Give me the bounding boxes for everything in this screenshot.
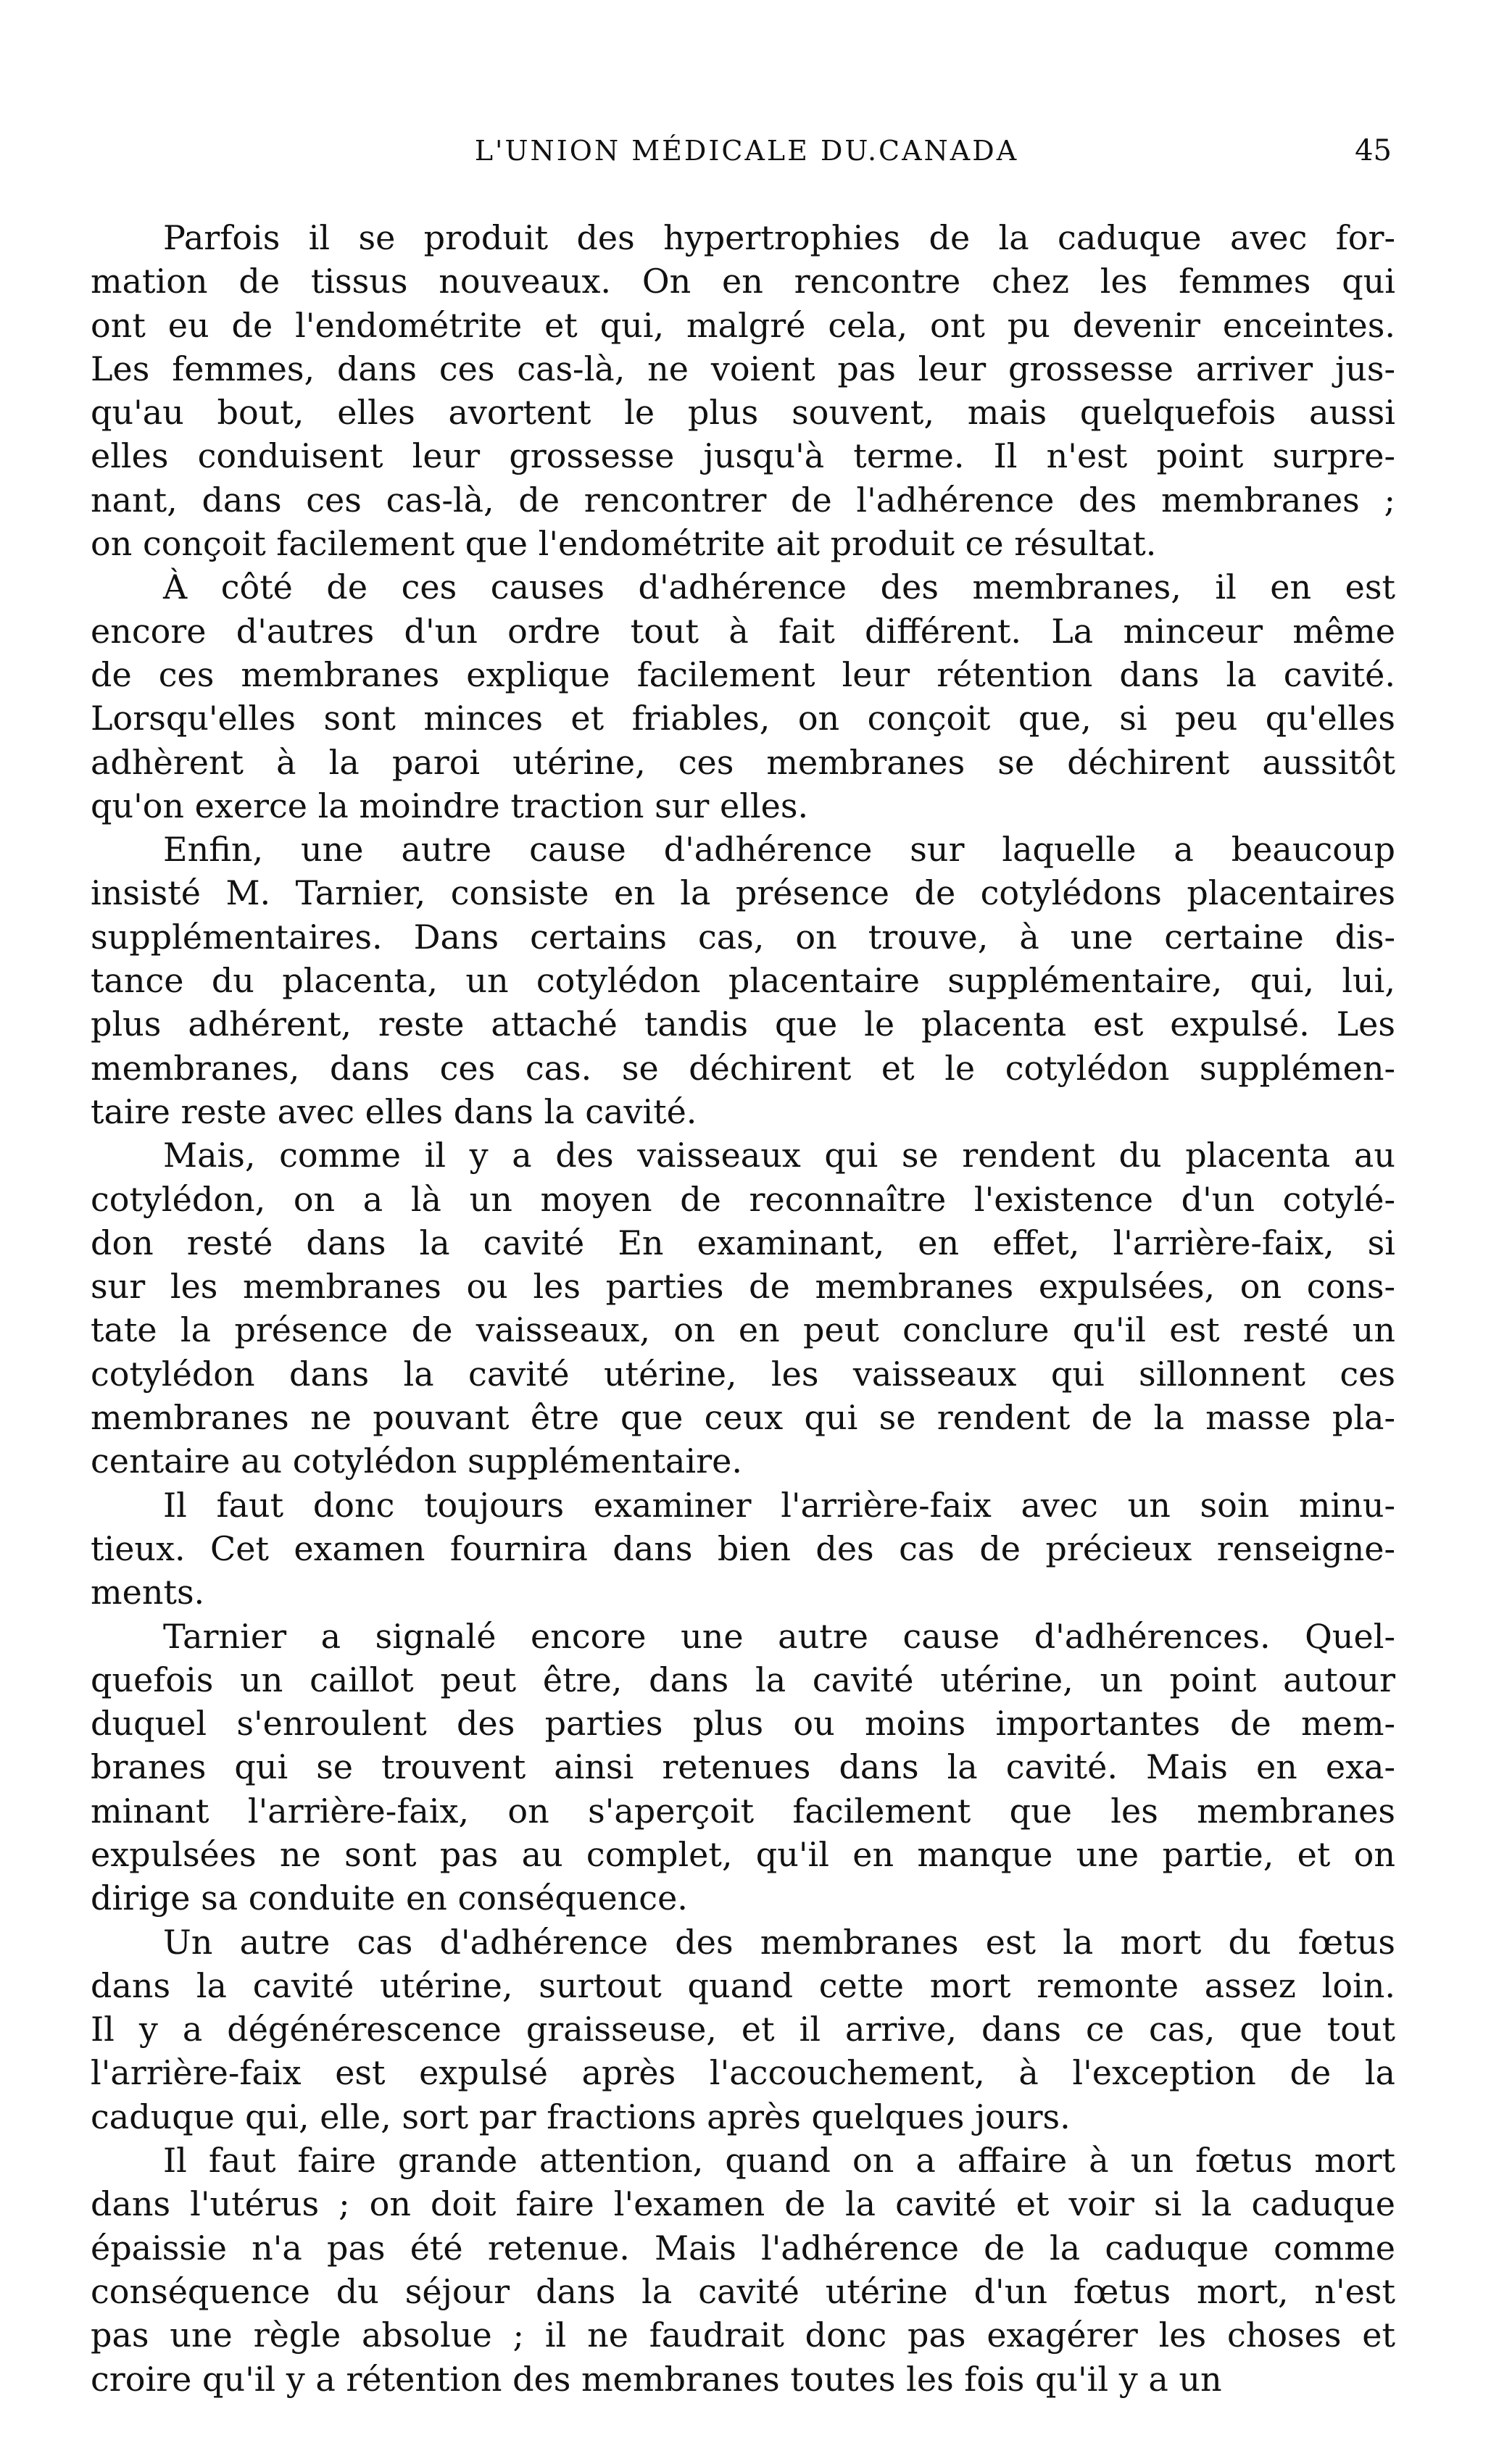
text-line: Il faut faire grande attention, quand on a affaire à un fœtus mort — [163, 2141, 1395, 2181]
text-line: qu'au bout, elles avortent le plus souvent, mais quelquefois aussi — [91, 393, 1395, 433]
text-line: tate la présence de vaisseaux, on en peut conclure qu'il est resté un — [91, 1310, 1395, 1350]
text-line: elles conduisent leur grossesse jusqu'à terme. Il n'est point surpre- — [91, 436, 1395, 476]
text-line: expulsées ne sont pas au complet, qu'il en manque une partie, et on — [91, 1834, 1395, 1874]
text-line: Il y a dégénérescence graisseuse, et il arrive, dans ce cas, que tout — [91, 2010, 1395, 2049]
text-line: tieux. Cet examen fournira dans bien des cas de précieux renseigne- — [91, 1528, 1395, 1568]
text-line: duquel s'enroulent des parties plus ou moins importantes de mem- — [91, 1704, 1395, 1744]
journal-title: L'UNION MÉDICALE DU.CANADA — [474, 135, 1019, 167]
paragraph — [91, 565, 1395, 828]
text-line: quefois un caillot peut être, dans la cavité utérine, un point autour — [91, 1660, 1395, 1699]
text-line: Un autre cas d'adhérence des membranes est la mort du fœtus — [163, 1922, 1395, 1962]
text-line: Il faut donc toujours examiner l'arrière-faix avec un soin minu- — [163, 1485, 1395, 1525]
text-line: dirige sa conduite en conséquence. — [91, 1878, 688, 1918]
text-line: adhèrent à la paroi utérine, ces membranes se déchirent aussitôt — [91, 742, 1395, 782]
paragraph — [91, 1920, 1395, 2139]
text-line: cotylédon dans la cavité utérine, les vaisseaux qui sillonnent ces — [91, 1354, 1395, 1394]
text-line: Parfois il se produit des hypertrophies de la caduque avec for- — [163, 218, 1395, 257]
text-line: Enfin, une autre cause d'adhérence sur laquelle a beaucoup — [163, 830, 1395, 870]
page-number: 45 — [1355, 134, 1392, 167]
text-line: épaissie n'a pas été retenue. Mais l'adhérence de la caduque comme — [91, 2228, 1395, 2268]
text-line: centaire au cotylédon supplémentaire. — [91, 1441, 742, 1481]
text-line: supplémentaires. Dans certains cas, on trouve, à une certaine dis- — [91, 917, 1395, 957]
text-line: ments. — [91, 1573, 205, 1612]
text-line: de ces membranes explique facilement leur rétention dans la cavité. — [91, 654, 1395, 694]
text-line: on conçoit facilement que l'endométrite ait produit ce résultat. — [91, 524, 1157, 564]
text-line: membranes, dans ces cas. se déchirent et le cotylédon supplémen- — [91, 1048, 1395, 1088]
text-line: cotylédon, on a là un moyen de reconnaître l'existence d'un cotylé- — [91, 1179, 1395, 1219]
text-line: ont eu de l'endométrite et qui, malgré cela, ont pu devenir enceintes. — [91, 305, 1395, 345]
text-line: sur les membranes ou les parties de membranes expulsées, on cons- — [91, 1267, 1395, 1307]
text-line: minant l'arrière-faix, on s'aperçoit facilement que les membranes — [91, 1791, 1395, 1831]
paragraph — [91, 1133, 1395, 1483]
text-line: À côté de ces causes d'adhérence des membranes, il en est — [163, 567, 1395, 607]
paragraph — [91, 828, 1395, 1133]
text-line: nant, dans ces cas-là, de rencontrer de l'adhérence des membranes ; — [91, 480, 1395, 520]
text-line: tance du placenta, un cotylédon placentaire supplémentaire, qui, lui, — [91, 961, 1395, 1001]
text-line: qu'on exerce la moindre traction sur elles. — [91, 786, 809, 825]
text-line: branes qui se trouvent ainsi retenues dans la cavité. Mais en exa- — [91, 1747, 1395, 1787]
text-line: pas une règle absolue ; il ne faudrait donc pas exagérer les choses et — [91, 2315, 1395, 2355]
text-line: encore d'autres d'un ordre tout à fait différent. La minceur même — [91, 611, 1395, 651]
paragraph — [91, 1615, 1395, 1920]
text-line: insisté M. Tarnier, consiste en la présence de cotylédons placentaires — [91, 873, 1395, 913]
article-body — [91, 216, 1395, 2401]
text-line: mation de tissus nouveaux. On en rencontre chez les femmes qui — [91, 262, 1395, 301]
text-line: Mais, comme il y a des vaisseaux qui se rendent du placenta au — [163, 1136, 1395, 1175]
text-line: Tarnier a signalé encore une autre cause d'adhérences. Quel- — [163, 1616, 1395, 1656]
text-line: Lorsqu'elles sont minces et friables, on conçoit que, si peu qu'elles — [91, 699, 1395, 738]
text-line: plus adhérent, reste attaché tandis que le placenta est expulsé. Les — [91, 1004, 1395, 1044]
text-line: dans l'utérus ; on doit faire l'examen de la cavité et voir si la caduque — [91, 2184, 1395, 2224]
text-line: conséquence du séjour dans la cavité utérine d'un fœtus mort, n'est — [91, 2271, 1395, 2311]
paragraph — [91, 2139, 1395, 2401]
text-line: dans la cavité utérine, surtout quand cette mort remonte assez loin. — [91, 1965, 1395, 2005]
running-head — [101, 129, 1392, 172]
paragraph — [91, 216, 1395, 565]
text-line: don resté dans la cavité En examinant, en effet, l'arrière-faix, si — [91, 1223, 1395, 1262]
text-line: Les femmes, dans ces cas-là, ne voient pas leur grossesse arriver jus- — [91, 349, 1395, 388]
paragraph — [91, 1483, 1395, 1615]
text-line: membranes ne pouvant être que ceux qui se rendent de la masse pla- — [91, 1398, 1395, 1438]
text-line: l'arrière-faix est expulsé après l'accouchement, à l'exception de la — [91, 2053, 1395, 2093]
text-line: croire qu'il y a rétention des membranes toutes les fois qu'il y a un — [91, 2359, 1222, 2399]
text-line: taire reste avec elles dans la cavité. — [91, 1091, 697, 1131]
text-line: caduque qui, elle, sort par fractions après quelques jours. — [91, 2097, 1071, 2136]
